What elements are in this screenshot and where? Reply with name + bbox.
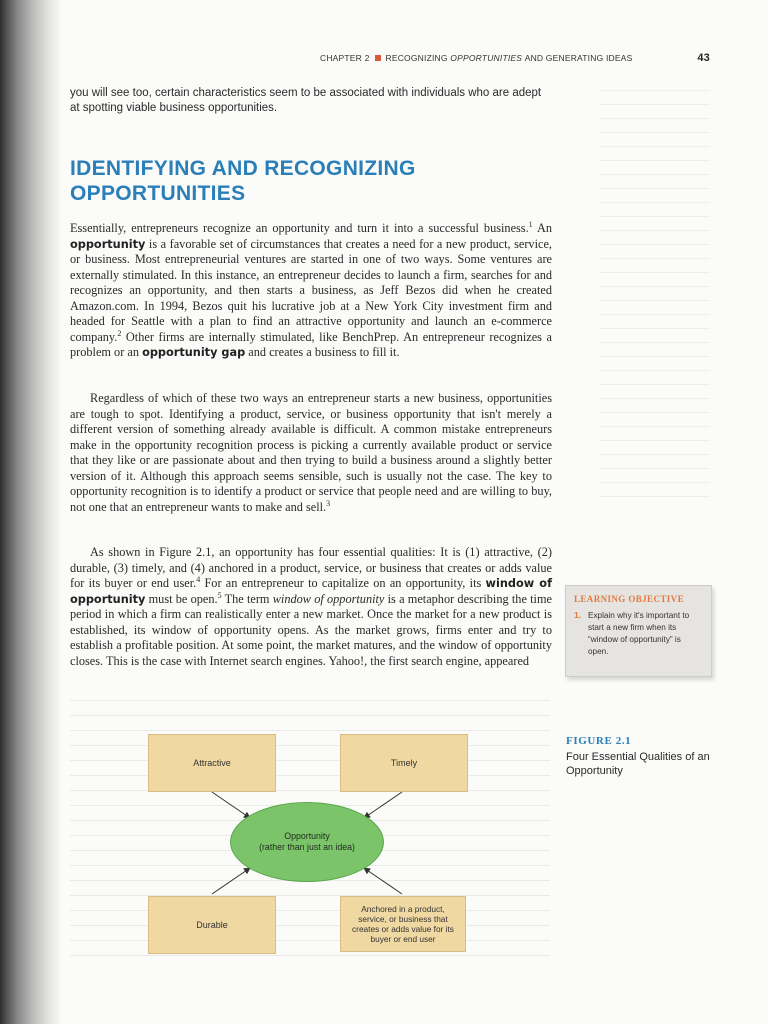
p1-text-c: is a favorable set of circumstances that creates a need for a new product, service, or business. Most entrepreneurial ventures are started in one of two ways. Some ventures are externally stimulated. In this instance, an entrepreneur decides to launch a firm, searches for and recognizes an opportunity, and then starts a business, as Jeff Bezos did when he created Amazon.com. In 1994, Bezos quit his lucrative job at a New York City investment firm and headed for Seattle with a plan to find an attractive opportunity and launch an e-commerce company. [70,236,552,344]
p3-text-e: is a metaphor describing the time period in which a firm can realistically enter a new market. Once the market for a new product is established, its window of opportunity opens. As the market grows, firms enter and try to establish a profitable position. At some point, the market matures, and the window of opportunity closes. This is the case with Internet search engines. Yahoo!, the first search engine, appeared [70,591,552,668]
p3-text-d: The term [221,591,273,606]
arrow-attractive [212,792,250,818]
p1-text-d: Other firms are internally stimulated, like BenchPrep. An entrepreneur recognizes a problem or an [70,329,552,359]
p1-text-e: and creates a business to fill it. [245,345,400,359]
p1-text-b: An [532,221,552,235]
opportunity-sublabel: (rather than just an idea) [259,842,355,852]
term-opportunity: opportunity [70,237,146,251]
figure-caption: Four Essential Qualities of an Opportunity [566,751,710,777]
paragraph-3: As shown in Figure 2.1, an opportunity has four essential qualities: It is (1) attractive, (2) durable, (3) timely, and (4) anchored in a product, service, or business that creates or adds value for its buyer or end user.$^4$ For an entrepreneur to capitalize on an opportunity, its window of opportunity must be open.$^5$ The term window of opportunity is a metaphor describing the time period in which a firm can realistically enter a new market. Once the market for a new product is established, its window of opportunity opens. As the market grows, firms enter and try to establish a profitable position. At some point, the market matures, and the window of opportunity closes. This is the case with Internet search engines. Yahoo!, the first search engine, appeared [70,545,552,668]
learning-objective-box [565,585,712,677]
opportunity-diagram [100,720,560,970]
header-title-rest: AND GENERATING IDEAS [524,53,633,63]
p3-text-a: As shown in Figure 2.1, an opportunity has four essential qualities: It is (1) attractive, (2) durable, (3) timely, and (4) anchored in a product, service, or business that creates or adds value for its buyer or end user. [70,545,552,590]
paragraph-2: Regardless of which of these two ways an entrepreneur starts a new business, opportunities are tough to spot. Identifying a product, service, or business opportunity that isn't merely a different version of something already available is difficult. A common mistake entrepreneurs make in the opportunity recognition process is picking a currently available product or service that they like or are passionate about and then trying to build a business around a slightly better version of it. Although this approach seems sensible, such is usually not the case. The key to opportunity recognition is to identify a product or service that people need and are willing to buy, not one that an entrepreneur wants to make and sell.$^3$ [70,391,552,514]
quality-attractive-box: Attractive [148,734,276,792]
quality-timely-box: Timely [340,734,468,792]
chapter-label: CHAPTER 2 [320,53,370,63]
opportunity-ellipse [230,802,384,882]
header-title-italic: OPPORTUNITIES [450,53,523,63]
paragraph-1: Essentially, entrepreneurs recognize an opportunity and turn it into a successful business.$^1$ An opportunity is a favorable set of circumstances that creates a need for a new product, service, or business. Most entrepreneurial ventures are started in one of two ways. Some ventures are externally stimulated. In this instance, an entrepreneur decides to launch a firm, searches for and recognizes an opportunity, and then starts a business, as Jeff Bezos did when he created Amazon.com. In 1994, Bezos quit his lucrative job at a New York City investment firm and headed for Seattle with a plan to find an attractive opportunity and launch an e-commerce company.$^2$ Other firms are internally stimulated, like BenchPrep. An entrepreneur recognizes a problem or an opportunity gap and creates a business to fill it. [70,219,552,359]
arrow-durable [212,868,250,894]
running-header [320,51,710,65]
p2-text: Regardless of which of these two ways an entrepreneur starts a new business, opportunities are tough to spot. Identifying a product, service, or business opportunity that isn't merely a different version of something already available is difficult. A common mistake entrepreneurs make in the opportunity recognition process is picking a currently available product or service that they like or are passionate about and then trying to build a business around a slightly better version of it. Although this approach seems sensible, such is usually not the case. The key to opportunity recognition is to identify a product or service that people need and are willing to buy, not one that an entrepreneur wants to make and sell. [70,391,552,514]
page-number: 43 [697,52,710,64]
arrow-timely [364,792,402,818]
arrow-anchored [364,868,402,894]
learning-objective-text: Explain why it's important to start a new firm when its “window of opportunity” is open. [588,611,690,656]
intro-paragraph: you will see too, certain characteristics seem to be associated with individuals who are adept at spotting viable business opportunities. [70,87,542,114]
p1-text-a: Essentially, entrepreneurs recognize an opportunity and turn it into a successful business. [70,221,529,235]
learning-objective-title: LEARNING OBJECTIVE [574,594,684,604]
header-square-icon [375,55,381,61]
book-spine-shadow [0,0,60,1024]
figure-label: FIGURE 2.1 [566,735,632,747]
section-heading: IDENTIFYING AND RECOGNIZING OPPORTUNITIES [70,157,416,205]
learning-objective-number: 1. [574,610,582,620]
term-window-italic: window of opportunity [272,591,385,606]
p3-text-b: For an entrepreneur to capitalize on an opportunity, its [200,576,486,590]
term-window-of-opportunity: window of opportunity [70,577,552,606]
quality-anchored-box: Anchored in a product, service, or business that creates or adds value for its buyer or end user [340,896,466,952]
p3-text-c: must be open. [145,591,218,606]
show-through-margin [600,90,710,510]
header-title-plain: RECOGNIZING [385,53,448,63]
term-opportunity-gap: opportunity gap [142,346,246,359]
quality-durable-box: Durable [148,896,276,954]
opportunity-label: Opportunity [284,831,330,841]
